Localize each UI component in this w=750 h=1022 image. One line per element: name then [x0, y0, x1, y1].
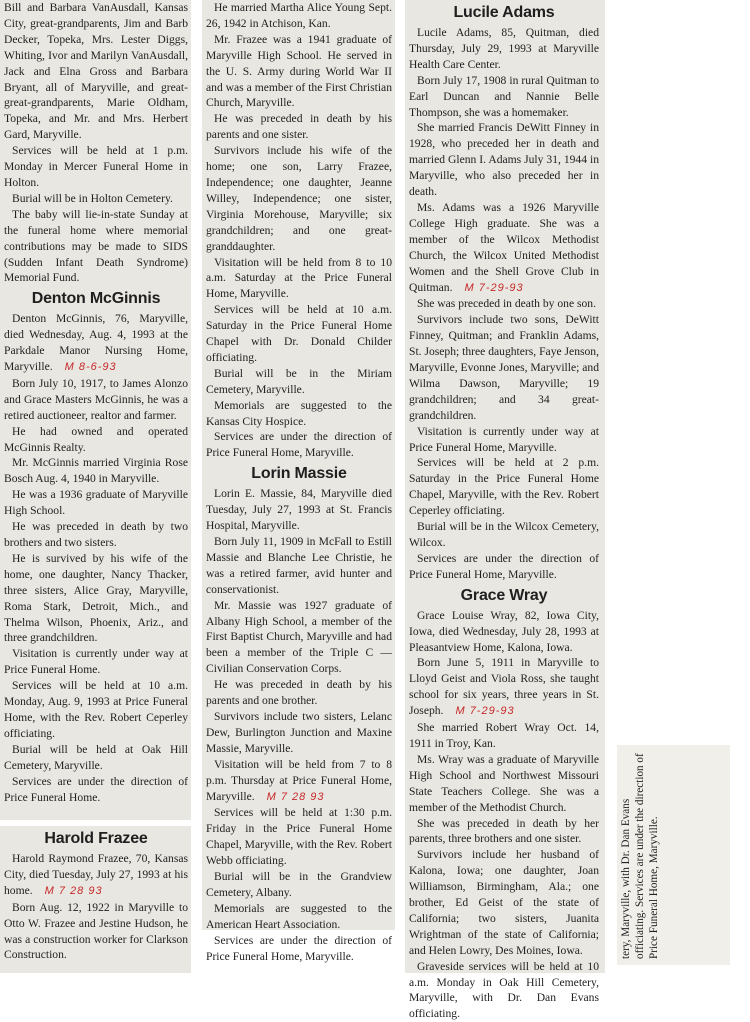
massie-paragraph: Lorin E. Massie, 84, Maryville died Tuesday, July 27, 1993 at St. Francis Hospital, Maryville.	[206, 487, 392, 533]
massie-paragraph: He was preceded in death by his parents and one brother.	[206, 678, 392, 708]
frazee-continued: Memorials are suggested to the Kansas City Hospice.	[206, 398, 392, 428]
wray-paragraph: Graveside services will be held at 10 a.m. Monday in Oak Hill Cemetery, Maryville, with Dr. Dan Evans officiating.	[409, 959, 599, 1021]
mcginnis-paragraph: Burial will be held at Oak Hill Cemetery, Maryville.	[4, 742, 188, 772]
frazee-intro	[4, 851, 188, 900]
frazee-paragraph: Born Aug. 12, 1922 in Maryville to Otto W. Frazee and Jestine Hudson, he was a construction worker for Clarkson Construction.	[4, 900, 188, 962]
mcginnis-paragraph: He had owned and operated McGinnis Realty.	[4, 424, 188, 454]
memorial-text: The baby will lie-in-state Sunday at the funeral home where memorial contributions may be made to SIDS (Sudden Infant Death Syndrome) Memorial Fund.	[4, 207, 188, 285]
mcginnis-paragraph: Visitation is currently under way at Price Funeral Home.	[4, 647, 188, 677]
column-a-bottom-body	[0, 830, 191, 963]
adams-paragraph: She married Francis DeWitt Finney in 1928, who preceded her in death and married Glenn I. Adams July 31, 1944 in Maryville, who also preceded her in death.	[409, 121, 599, 199]
frazee-continued: Mr. Frazee was a 1941 graduate of Maryville High School. He served in the U. S. Army during World War II and was a member of the First Christian Church, Maryville.	[206, 32, 392, 110]
massie-paragraph: Services are under the direction of Price Funeral Home, Maryville.	[206, 933, 392, 963]
frazee-continued: Burial will be in the Miriam Cemetery, Maryville.	[206, 366, 392, 396]
wray-paragraph: She married Robert Wray Oct. 14, 1911 in Troy, Kan.	[409, 721, 599, 750]
wray-birth	[409, 655, 599, 720]
adams-paragraph: Survivors include two sons, DeWitt Finney, Quitman; and Franklin Adams, St. Joseph; three daughters, Faye Jenson, Maryville, Evonne Jones, Maryville; and Wilma Dawson, Maryville; 19 grandchildren; and 34 great-grandchildren.	[409, 313, 599, 422]
massie-paragraph: Services will be held at 1:30 p.m. Friday in the Price Funeral Home Chapel, Maryville, with the Rev. Robert Webb officiating.	[206, 806, 392, 868]
obituary-heading-frazee: Harold Frazee	[44, 830, 148, 847]
obituary-heading-wray: Grace Wray	[460, 586, 548, 604]
adams-paragraph: She was preceded in death by one son.	[417, 297, 597, 311]
wray-paragraph: Grace Louise Wray, 82, Iowa City, Iowa, died Wednesday, July 28, 1993 at Pleasantview Home, Kalona, Iowa.	[409, 608, 599, 654]
mcginnis-paragraph: Born July 10, 1917, to James Alonzo and Grace Masters McGinnis, he was a retired auctioneer, realtor and farmer.	[4, 376, 188, 422]
obituary-heading-massie: Lorin Massie	[251, 465, 347, 483]
rotated-text-wrapper	[617, 745, 730, 965]
frazee-continued: He married Martha Alice Young Sept. 26, 1942 in Atchison, Kan.	[206, 1, 392, 30]
wray-birth-text: Born June 5, 1911 in Maryville to Lloyd Geist and Viola Ross, she taught school for six years, three years in St. Joseph.	[409, 656, 599, 718]
handwritten-date-note: M 7 28 93	[266, 790, 325, 803]
rotated-clipping-text: tery, Maryville, with Dr. Dan Evans officiating. Services are under the direction of Price Funeral Home, Maryville.	[620, 753, 660, 959]
massie-paragraph: Memorials are suggested to the American Heart Association.	[206, 901, 392, 931]
adams-paragraph: Services will be held at 2 p.m. Saturday in the Price Funeral Home Chapel, Maryville, with the Rev. Robert Ceperley officiating.	[409, 456, 599, 518]
mcginnis-intro	[4, 311, 188, 376]
massie-paragraph: Mr. Massie was 1927 graduate of Albany High School, a member of the First Baptist Church, Maryville and had been a member of the Triple C — Civilian Conservation Corps.	[206, 598, 392, 676]
column-a-clipping	[0, 0, 191, 820]
obituary-heading-adams: Lucile Adams	[453, 4, 555, 21]
wray-paragraph: She was preceded in death by her parents, three brothers and one sister.	[409, 816, 599, 846]
adams-paragraph: Services are under the direction of Price Funeral Home, Maryville.	[409, 551, 599, 581]
adams-paragraph: Lucile Adams, 85, Quitman, died Thursday, July 29, 1993 at Maryville Health Care Center.	[409, 26, 599, 71]
column-a-bottom-clipping	[0, 826, 191, 973]
massie-paragraph: Burial will be in the Grandview Cemetery, Albany.	[206, 870, 392, 899]
frazee-continued: He was preceded in death by his parents and one sister.	[206, 112, 392, 142]
survivors-continued-text: Bill and Barbara VanAusdall, Kansas City, great-grandparents, Jim and Barb Decker, Topeka, Mrs. Lester Diggs, Whiting, Ivor and Marilyn VanAusdall, Jack and Elna Gross and Barbara Bryant, all of Maryville, and great-great-grandparents, Marie Oldham, Topeka, and Mr. and Mrs. Herbert Gard, Maryville.	[4, 1, 188, 142]
massie-paragraph: Born July 11, 1909 in McFall to Estill Massie and Blanche Lee Christie, he was a retired farmer, avid hunter and conservationist.	[206, 535, 392, 596]
column-a-body	[0, 0, 191, 805]
massie-paragraph: Survivors include two sisters, Lelanc Dew, Burlington Junction and Maxine Massie, Maryville.	[206, 709, 392, 755]
frazee-continued: Services are under the direction of Price Funeral Home, Maryville.	[206, 430, 392, 460]
frazee-continued: Survivors include his wife of the home; one son, Larry Frazee, Independence; one daughter, Jeanne Willey, Independence; one sister, Virginia Morehouse, Maryville; six grandchildren; and one great-granddaughter.	[206, 144, 392, 253]
adams-education	[409, 200, 599, 296]
mcginnis-paragraph: He was preceded in death by two brothers and two sisters.	[4, 520, 188, 549]
adams-education-text: Ms. Adams was a 1926 Maryville College High graduate. She was a member of the Wilcox Methodist Church, the Wilcox United Methodist Women and the Shell Grove Club in Quitman.	[409, 200, 599, 294]
frazee-continued: Visitation will be held from 8 to 10 a.m. Saturday at the Price Funeral Home, Maryville.	[206, 255, 392, 301]
mcginnis-paragraph: He was a 1936 graduate of Maryville High School.	[4, 488, 188, 518]
massie-visitation	[206, 757, 392, 806]
column-b-body	[202, 0, 395, 964]
mcginnis-paragraph: Services will be held at 10 a.m. Monday, Aug. 9, 1993 at Price Funeral Home, with the Rev. Robert Ceperley officiating.	[4, 679, 188, 740]
frazee-continued: Services will be held at 10 a.m. Saturday in the Price Funeral Home Chapel with Dr. Donald Childer officiating.	[206, 303, 392, 364]
massie-visitation-text: Visitation will be held from 7 to 8 p.m. Thursday at Price Funeral Home, Maryville.	[206, 757, 392, 803]
handwritten-date-note: M 8-6-93	[64, 361, 117, 374]
column-c-clipping	[405, 0, 605, 1021]
obituary-heading-mcginnis: Denton McGinnis	[31, 290, 161, 308]
handwritten-date-note: M 7-29-93	[455, 705, 515, 718]
column-b-clipping	[202, 0, 395, 963]
mcginnis-paragraph: Services are under the direction of Price Funeral Home.	[4, 774, 188, 804]
adams-paragraph: Born July 17, 1908 in rural Quitman to Earl Duncan and Nannie Belle Thompson, she was a homemaker.	[409, 73, 599, 119]
wray-paragraph: Survivors include her husband of Kalona, Iowa; one daughter, Joan Williamson, Birmingham, Ala.; one brother, Ed Geist of the state of California; two sisters, Juanita Wrightman of the state of California; and Helen Lowry, Des Moines, Iowa.	[409, 848, 599, 957]
burial-text: Burial will be in Holton Cemetery.	[12, 191, 173, 205]
mcginnis-paragraph: He is survived by his wife of the home, one daughter, Nancy Thacker, three sisters, Alice Gray, Maryville, Roma Stark, Detroit, Mich., and Thelma Wilson, Phoenix, Ariz., and three grandchildren.	[4, 551, 188, 645]
wray-paragraph: Ms. Wray was a graduate of Maryville High School and Northwest Missouri State Teachers College. She was a member of the Methodist Church.	[409, 752, 599, 814]
services-text: Services will be held at 1 p.m. Monday in Mercer Funeral Home in Holton.	[4, 144, 188, 189]
mcginnis-intro-text: Denton McGinnis, 76, Maryville, died Wednesday, Aug. 4, 1993 at the Parkdale Manor Nursing Home, Maryville.	[4, 312, 188, 374]
adams-paragraph: Burial will be in the Wilcox Cemetery, Wilcox.	[409, 520, 599, 549]
mcginnis-paragraph: Mr. McGinnis married Virginia Rose Bosch Aug. 4, 1940 in Maryville.	[4, 456, 188, 486]
column-c-body	[405, 4, 602, 1022]
handwritten-date-note: M 7-29-93	[464, 281, 524, 294]
frazee-intro-text: Harold Raymond Frazee, 70, Kansas City, died Tuesday, July 27, 1993 at his home.	[4, 852, 188, 897]
handwritten-date-note: M 7 28 93	[44, 884, 103, 897]
adams-paragraph: Visitation is currently under way at Price Funeral Home, Maryville.	[409, 424, 599, 454]
rotated-clipping	[617, 745, 730, 965]
